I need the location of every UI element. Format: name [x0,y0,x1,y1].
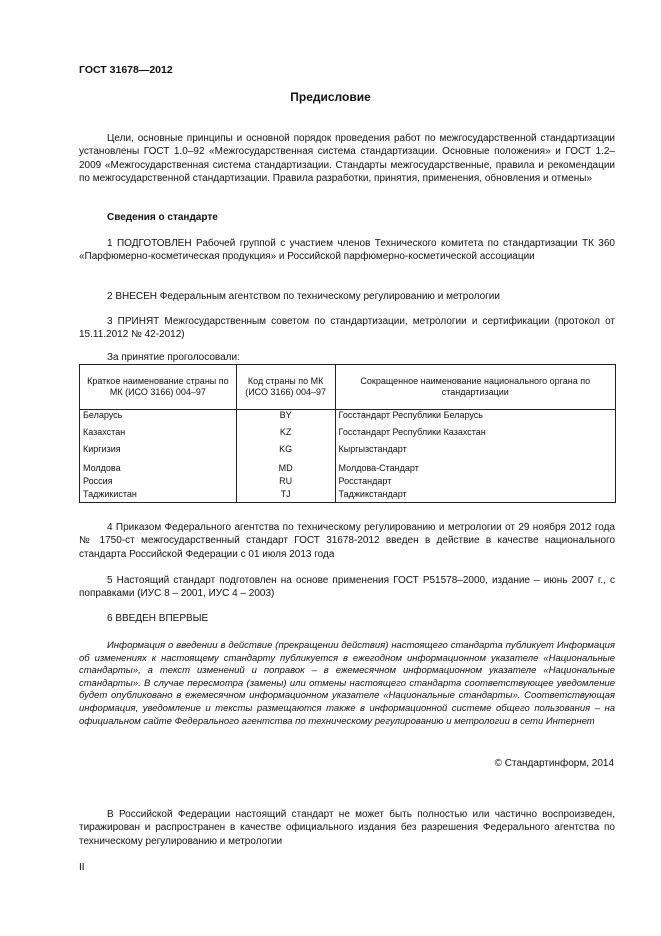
table-header-row [80,365,616,410]
document-code: ГОСТ 31678—2012 [79,64,173,76]
table-row [80,427,616,444]
vote-label: За принятие проголосовали: [107,352,240,363]
body-cell: Росстандарт [335,476,615,489]
reproduction-notice: В Российской Федерации настоящий стандарт не может быть полностью или частично воспроизведен, тиражирован и распространен в качестве официального издания без разрешения Федерального агентства по техническому регулированию и метрологии [79,809,615,847]
table-row [80,410,616,428]
section-heading: Сведения о стандарте [107,212,218,223]
code-cell: RU [236,476,335,489]
country-cell: Таджикистан [80,489,237,503]
item-3-paragraph: 3 ПРИНЯТ Межгосударственным советом по стандартизации, метрологии и сертификации (протокол от 15.11.2012 № 42-2012) [79,316,615,341]
table-row [80,463,616,476]
item-6-paragraph: 6 ВВЕДЕН ВПЕРВЫЕ [107,613,209,624]
country-cell: Россия [80,476,237,489]
item-4-paragraph: 4 Приказом Федерального агентства по техническому регулированию и метрологии от 29 ноября 2012 года № 1750-ст межгосударственный стандарт ГОСТ 31678-2012 введен в действие в качестве национального стандарта Российской Федерации с 01 июля 2013 года [79,522,615,560]
info-notice: Информация о введении в действие (прекращении действия) настоящего стандарта публикует Информация об изменениях к настоящему стандарту публикуется в ежегодном информационном указателе «Национальные стандарты», а текст изменений и поправок – в ежемесячном информационном указателе «Национальные стандарты». В случае пересмотра (замены) или отмены настоящего стандарта соответствующее уведомление будет опубликовано в ежемесячном информационном указателе «Национальные стандарты». Соответствующая информация, уведомление и тексты размещаются также в информационной системе общего пользования – на официальном сайте Федерального агентства по техническому регулированию и метрологии в сети Интернет [79,640,615,727]
body-cell: Госстандарт Республики Казахстан [335,427,615,444]
country-cell: Киргизия [80,444,237,463]
body-cell: Госстандарт Республики Беларусь [335,410,615,428]
country-cell: Молдова [80,463,237,476]
intro-paragraph: Цели, основные принципы и основной порядок проведения работ по межгосударственной стандартизации установлены ГОСТ 1.0–92 «Межгосударственная система стандартизации. Основные положения» и ГОСТ 1.2–2009 «Межгосударственная система стандартизации. Стандарты межгосударственные, правила и рекомендации по межгосударственной стандартизации. Правила разработки, принятия, применения, обновления и отмены» [79,133,615,185]
code-cell: TJ [236,489,335,503]
body-cell: Кыргызстандарт [335,444,615,463]
header-code: Код страны по МК (ИСО 3166) 004–97 [236,365,335,410]
code-cell: MD [236,463,335,476]
body-cell: Молдова-Стандарт [335,463,615,476]
code-cell: KG [236,444,335,463]
country-cell: Беларусь [80,410,237,428]
item-5-paragraph: 5 Настоящий стандарт подготовлен на основе применения ГОСТ Р51578–2000, издание – июнь 2007 г., с поправками (ИУС 8 – 2001, ИУС 4 – 2003) [79,575,615,600]
item-2-paragraph: 2 ВНЕСЕН Федеральным агентством по техническому регулированию и метрологии [107,291,500,302]
copyright-line: © Стандартинформ, 2014 [494,758,614,769]
code-cell: BY [236,410,335,428]
header-country: Краткое наименование страны по МК (ИСО 3166) 004–97 [80,365,237,410]
body-cell: Таджикстандарт [335,489,615,503]
page-title: Предисловие [290,90,371,104]
page-number: II [79,862,85,873]
country-cell: Казахстан [80,427,237,444]
table-row [80,476,616,489]
code-cell: KZ [236,427,335,444]
header-body: Сокращенное наименование национального органа по стандартизации [335,365,615,410]
table-row [80,489,616,503]
table-row [80,444,616,463]
item-1-paragraph: 1 ПОДГОТОВЛЕН Рабочей группой с участием членов Технического комитета по стандартизации ТК 360 «Парфюмерно-косметическая продукция» и Российской парфюмерно-косметической ассоциации [79,238,615,263]
voting-table [79,364,616,503]
